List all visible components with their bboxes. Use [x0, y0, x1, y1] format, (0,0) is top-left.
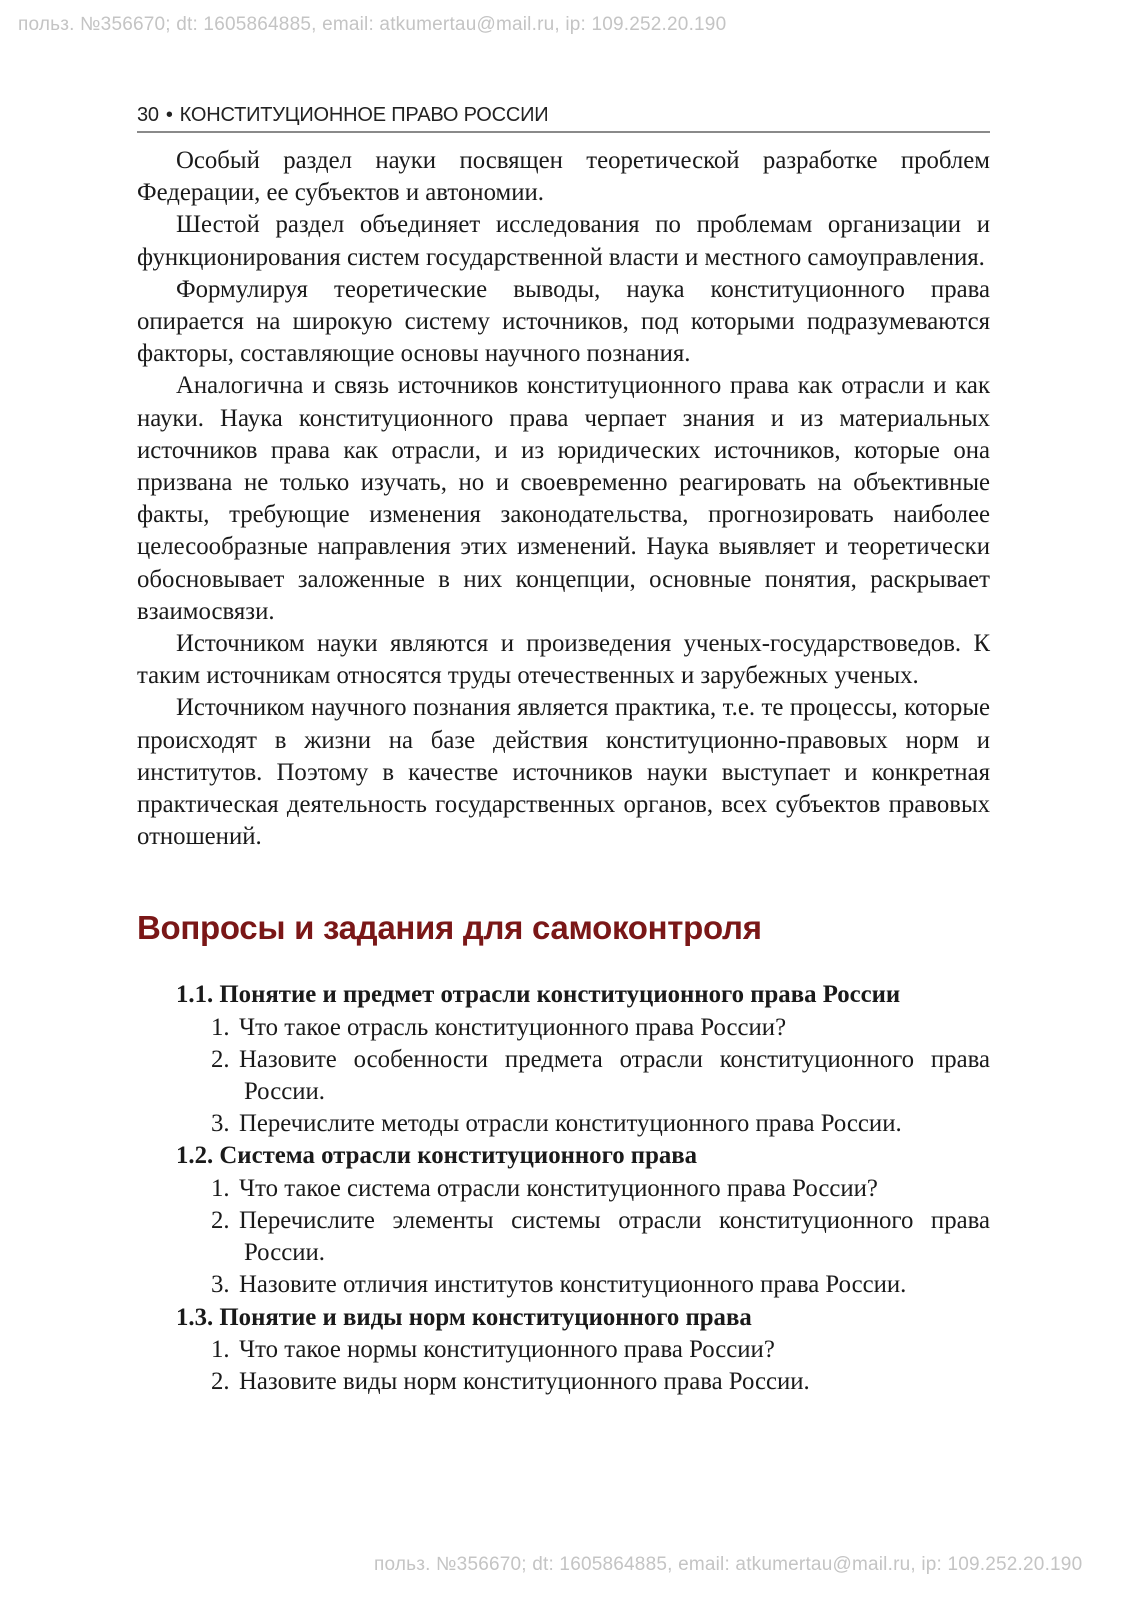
question-number: 1. [211, 1174, 230, 1202]
question-list [137, 1012, 990, 1141]
question-text: Что такое нормы конституционного права России? [239, 1335, 775, 1363]
question-text: Назовите виды норм конституционного права России. [239, 1367, 810, 1395]
paragraph: Источником науки являются и произведения ученых-государствоведов. К таким источникам относятся труды отечественных и зарубежных ученых. [137, 630, 990, 690]
paragraph: Шестой раздел объединяет исследования по проблемам организации и функционирования систем государственной власти и местного самоуправления. [137, 211, 990, 271]
question-number: 2. [211, 1367, 230, 1395]
question-item [137, 1269, 990, 1301]
question-item [137, 1012, 990, 1044]
question-item [137, 1205, 990, 1269]
watermark-top: польз. №356670; dt: 1605864885, email: atkumertau@mail.ru, ip: 109.252.20.190 [18, 14, 727, 35]
question-section-1-1 [137, 979, 990, 1140]
section-title: Вопросы и задания для самоконтроля [137, 909, 762, 947]
question-section-1-2 [137, 1140, 990, 1301]
question-number: 3. [211, 1110, 230, 1138]
body-text [137, 145, 990, 853]
questions-block [137, 979, 990, 1398]
question-text: Что такое отрасль конституционного права России? [239, 1013, 787, 1041]
question-number: 1. [211, 1013, 230, 1041]
page-number: 30 [137, 104, 159, 126]
question-number: 2. [211, 1045, 230, 1073]
question-item [137, 1334, 990, 1366]
question-item [137, 1044, 990, 1108]
question-text: Назовите особенности предмета отрасли конституционного права России. [239, 1045, 990, 1106]
question-list [137, 1334, 990, 1398]
question-section-heading: 1.2. Система отрасли конституционного права [176, 1142, 698, 1170]
question-number: 1. [211, 1335, 230, 1363]
question-section-1-3 [137, 1302, 990, 1399]
running-header [137, 104, 990, 133]
question-text: Что такое система отрасли конституционного права России? [239, 1174, 878, 1202]
question-text: Перечислите методы отрасли конституционного права России. [239, 1110, 902, 1138]
question-item [137, 1366, 990, 1398]
paragraph: Формулируя теоретические выводы, наука конституционного права опирается на широкую систему источников, под которыми подразумеваются факторы, составляющие основы научного познания. [137, 275, 990, 368]
question-section-heading: 1.1. Понятие и предмет отрасли конституционного права России [176, 981, 901, 1009]
running-title: КОНСТИТУЦИОННОЕ ПРАВО РОССИИ [179, 104, 549, 126]
question-list [137, 1173, 990, 1302]
paragraph: Источником научного познания является практика, т.е. те процессы, которые происходят в жизни на базе действия конституционно-правовых норм и институтов. Поэтому в качестве источников науки выступает и конкретная практическая деятельность государственных органов, всех субъектов правовых отношений. [137, 694, 990, 851]
page [137, 104, 990, 1398]
question-item [137, 1108, 990, 1140]
question-number: 2. [211, 1206, 230, 1234]
question-section-heading: 1.3. Понятие и виды норм конституционного права [176, 1303, 752, 1331]
paragraph: Особый раздел науки посвящен теоретической разработке проблем Федерации, ее субъектов и автономии. [137, 147, 990, 207]
question-text: Назовите отличия институтов конституционного права России. [239, 1271, 907, 1299]
question-item [137, 1173, 990, 1205]
question-text: Перечислите элементы системы отрасли конституционного права России. [239, 1206, 990, 1267]
paragraph: Аналогична и связь источников конституционного права как отрасли и как науки. Наука конституционного права черпает знания и из материальных источников права как отрасли, и из юридических источников, которые она призвана не только изучать, но и своевременно реагировать на объективные факты, требующие изменения законодательства, прогнозировать наиболее целесообразные направления этих изменений. Наука выявляет и теоретически обосновывает заложенные в них концепции, основные понятия, раскрывает взаимосвязи. [137, 372, 990, 625]
header-separator: • [165, 104, 173, 126]
watermark-bottom: польз. №356670; dt: 1605864885, email: atkumertau@mail.ru, ip: 109.252.20.190 [374, 1554, 1083, 1575]
question-number: 3. [211, 1271, 230, 1299]
